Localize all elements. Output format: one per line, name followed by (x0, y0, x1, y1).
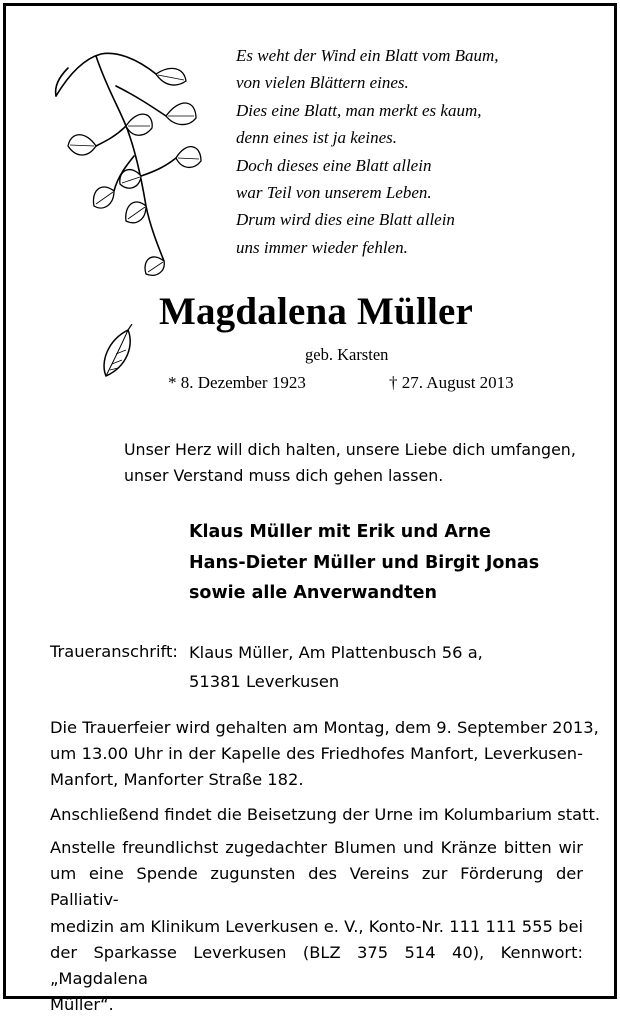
memorial-quote (124, 437, 594, 489)
quote-line: Unser Herz will dich halten, unsere Liebe dich umfangen, (124, 440, 576, 459)
mourning-address (189, 638, 483, 696)
address-line: Klaus Müller, Am Plattenbusch 56 a, (189, 643, 483, 662)
poem-line: von vielen Blättern eines. (236, 73, 409, 93)
poem-line: Dies eine Blatt, man merkt es kaum, (236, 100, 482, 120)
poem-line: denn eines ist ja keines. (236, 128, 397, 148)
maiden-name: geb. Karsten (305, 345, 389, 364)
poem (236, 42, 576, 261)
poem-line: war Teil von unserem Leben. (236, 183, 432, 203)
mourner-line: Klaus Müller mit Erik und Arne (189, 522, 491, 542)
death-date: † 27. August 2013 (389, 373, 514, 392)
donation-line: Anstelle freundlichst zugedachter Blumen und Kränze bitten wir (50, 838, 583, 857)
poem-line: Drum wird dies eine Blatt allein (236, 210, 455, 230)
address-label: Traueranschrift: (50, 642, 178, 661)
ceremony-line: Manfort, Manforter Straße 182. (50, 770, 304, 790)
poem-line: Doch dieses eine Blatt allein (236, 155, 432, 175)
ceremony-paragraph (50, 715, 599, 794)
ceremony-line: Die Trauerfeier wird gehalten am Montag, dem 9. September 2013, (50, 718, 599, 737)
mourner-line: sowie alle Anverwandten (189, 583, 437, 603)
obituary-notice (3, 3, 617, 1015)
donation-line: um eine Spende zugunsten des Vereins zur Förderung der Palliativ- (50, 864, 583, 910)
mourners-list (189, 517, 599, 609)
burial-line: Anschließend findet die Beisetzung der Urne im Kolumbarium statt. (50, 805, 601, 824)
birth-date: * 8. Dezember 1923 (168, 373, 306, 392)
donation-line: medizin am Klinikum Leverkusen e. V., Konto-Nr. 111 111 555 bei (50, 916, 583, 936)
donation-line: Müller“. (50, 995, 114, 1015)
address-line: 51381 Leverkusen (189, 672, 340, 691)
birch-branch-illustration-icon (46, 46, 206, 276)
poem-line: uns immer wieder fehlen. (236, 237, 408, 257)
quote-line: unser Verstand muss dich gehen lassen. (124, 466, 444, 485)
poem-line: Es weht der Wind ein Blatt vom Baum, (236, 46, 499, 65)
ceremony-line: um 13.00 Uhr in der Kapelle des Friedhofes Manfort, Leverkusen- (50, 744, 583, 764)
mourner-line: Hans-Dieter Müller und Birgit Jonas (189, 552, 540, 573)
donation-line: der Sparkasse Leverkusen (BLZ 375 514 40), Kennwort: „Magdalena (50, 942, 583, 989)
donation-paragraph (50, 835, 583, 1018)
burial-paragraph (50, 802, 601, 828)
deceased-name: Magdalena Müller (158, 290, 474, 333)
